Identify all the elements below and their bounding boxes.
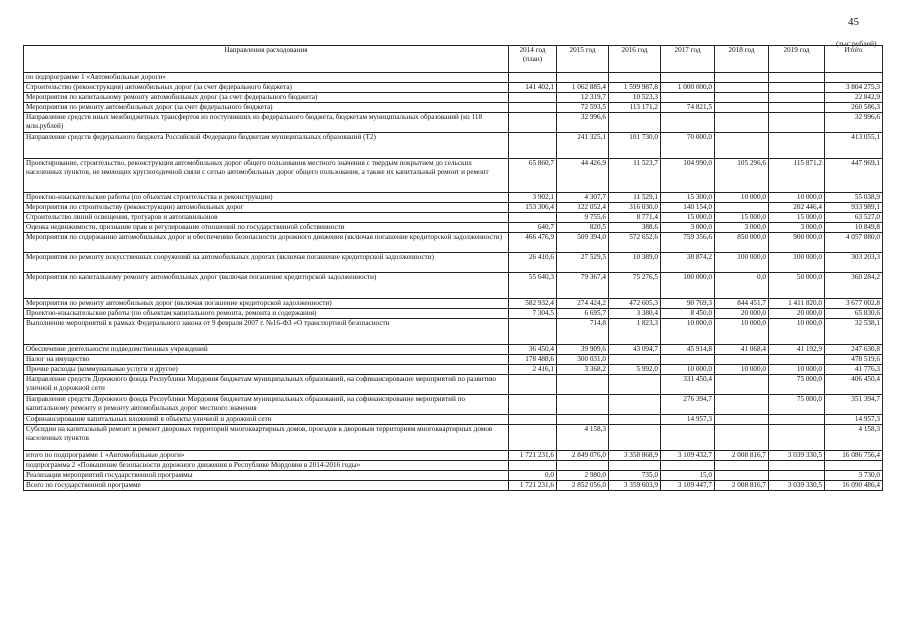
row-value: 820,5	[557, 223, 609, 233]
row-value: 75 000,0	[769, 375, 825, 395]
table-row	[24, 375, 883, 395]
row-value: 10 389,0	[609, 253, 661, 273]
row-value: 3 804 275,3	[825, 83, 883, 93]
row-value: 3 730,0	[825, 471, 883, 481]
row-value: 65 830,6	[825, 309, 883, 319]
row-value: 3 000,0	[661, 223, 715, 233]
row-value: 115 871,2	[769, 159, 825, 193]
row-value	[509, 375, 557, 395]
row-value: 20 000,0	[769, 309, 825, 319]
row-label: Реализация мероприятий государственной программы	[24, 471, 509, 481]
row-value: 10 000,0	[769, 193, 825, 203]
row-value: 41 776,3	[825, 365, 883, 375]
row-value	[715, 73, 769, 83]
row-value: 3 109 432,7	[661, 451, 715, 461]
table-row	[24, 481, 883, 491]
row-label: Субсидии на капитальный ремонт и ремонт дворовых территорий многоквартирных домов, проездов к дворовым территориям многоквартирных домов населенных пунктов	[24, 425, 509, 451]
row-value	[825, 73, 883, 83]
row-value	[769, 103, 825, 113]
row-value: 5 992,0	[609, 365, 661, 375]
table-row	[24, 83, 883, 93]
row-value: 32 996,6	[825, 113, 883, 133]
column-header: 2019 год	[769, 46, 825, 73]
row-value: 844 451,7	[715, 299, 769, 309]
row-value: 50 000,0	[769, 273, 825, 299]
row-label: Мероприятия по капитальному ремонту автомобильных дорог (за счет федерального бюджета)	[24, 93, 509, 103]
row-value: 1 411 820,0	[769, 299, 825, 309]
row-value: 388,6	[609, 223, 661, 233]
row-label: Софинансирование капитальных вложений в объекты уличной и дорожной сети	[24, 415, 509, 425]
row-value: 1 062 885,4	[557, 83, 609, 93]
row-value: 39 909,6	[557, 345, 609, 355]
row-value	[661, 73, 715, 83]
row-label: по подпрограмме 1 «Автомобильные дороги»	[24, 73, 509, 83]
row-value: 413 055,1	[825, 133, 883, 159]
row-value	[769, 471, 825, 481]
row-value	[661, 425, 715, 451]
row-value: 3 000,0	[715, 223, 769, 233]
row-value	[509, 103, 557, 113]
row-value	[557, 461, 609, 471]
row-label: Обеспечение деятельности подведомственных учреждений	[24, 345, 509, 355]
column-header: 2016 год	[609, 46, 661, 73]
row-label: Мероприятия по строительству (реконструкции) автомобильных дорог	[24, 203, 509, 213]
row-value	[509, 73, 557, 83]
row-value: 3 902,1	[509, 193, 557, 203]
row-value: 509 394,0	[557, 233, 609, 253]
row-value: 2 852 056,0	[557, 481, 609, 491]
row-value: 640,7	[509, 223, 557, 233]
row-label: Проектно-изыскательские работы (по объектам строительства и реконструкции)	[24, 193, 509, 203]
row-label: Направление средств Дорожного фонда Республики Мордовия бюджетам муниципальных образований, на софинансирование мероприятий по развитию уличной и дорожной сети	[24, 375, 509, 395]
row-value: 3 000,0	[769, 223, 825, 233]
column-header: 2017 год	[661, 46, 715, 73]
row-value: 10 000,0	[769, 319, 825, 345]
row-label: Оценка недвижимости, признание прав и регулирование отношений по государственной собственности	[24, 223, 509, 233]
row-value: 32 996,6	[557, 113, 609, 133]
row-value	[715, 471, 769, 481]
row-value: 3 380,4	[609, 309, 661, 319]
row-value: 2 980,0	[557, 471, 609, 481]
row-value: 1 599 987,8	[609, 83, 661, 93]
row-value	[715, 133, 769, 159]
row-value: 0,0	[509, 471, 557, 481]
row-value: 32 538,1	[825, 319, 883, 345]
row-value: 360 284,2	[825, 273, 883, 299]
column-header: 2015 год	[557, 46, 609, 73]
table-row	[24, 223, 883, 233]
row-value: 22 842,9	[825, 93, 883, 103]
table-row	[24, 93, 883, 103]
row-value: 247 630,8	[825, 345, 883, 355]
table-row	[24, 471, 883, 481]
row-label: Мероприятия по ремонту автомобильных дорог (включая погашение кредиторской задолженности)	[24, 299, 509, 309]
row-value	[769, 73, 825, 83]
row-value: 572 652,6	[609, 233, 661, 253]
row-value: 3 677 002,8	[825, 299, 883, 309]
row-value: 41 192,9	[769, 345, 825, 355]
row-value: 241 325,1	[557, 133, 609, 159]
table-row	[24, 395, 883, 415]
row-value	[769, 355, 825, 365]
row-value	[609, 425, 661, 451]
row-value: 41 068,4	[715, 345, 769, 355]
row-value: 10 000,0	[661, 365, 715, 375]
row-value: 15,0	[661, 471, 715, 481]
row-value: 2 008 816,7	[715, 451, 769, 461]
row-value: 260 586,3	[825, 103, 883, 113]
row-value: 10 000,0	[715, 193, 769, 203]
row-value	[715, 395, 769, 415]
row-value	[609, 395, 661, 415]
row-label: подпрограмма 2 «Повышение безопасности дорожного движения в Республике Мордовия в 2014-2016 годы»	[24, 461, 509, 471]
row-label: Мероприятия по содержанию автомобильных дорог и обеспечению безопасности дорожного движения (включая погашение кредиторской задолженности)	[24, 233, 509, 253]
row-value: 74 821,5	[661, 103, 715, 113]
column-header: 2018 год	[715, 46, 769, 73]
row-value: 9 755,6	[557, 213, 609, 223]
row-value: 101 730,0	[609, 133, 661, 159]
row-value: 447 969,1	[825, 159, 883, 193]
row-value: 75 000,0	[769, 395, 825, 415]
row-value	[715, 375, 769, 395]
column-header: Направления расходования	[24, 46, 509, 73]
row-value: 2 849 076,0	[557, 451, 609, 461]
row-value: 10 000,0	[661, 319, 715, 345]
row-value: 140 154,0	[661, 203, 715, 213]
row-value: 3 109 447,7	[661, 481, 715, 491]
units-note: (тыс.рублей)	[836, 39, 877, 48]
row-value: 15 300,0	[661, 193, 715, 203]
row-value: 4 158,3	[825, 425, 883, 451]
row-value: 3 368,2	[557, 365, 609, 375]
row-value: 351 394,7	[825, 395, 883, 415]
row-value: 12 319,7	[557, 93, 609, 103]
table-body	[24, 73, 883, 491]
row-value: 582 932,4	[509, 299, 557, 309]
row-value: 72 593,5	[557, 103, 609, 113]
table-row	[24, 193, 883, 203]
row-value: 15 000,0	[661, 213, 715, 223]
row-value: 38 874,2	[661, 253, 715, 273]
table-row	[24, 365, 883, 375]
row-value: 153 306,4	[509, 203, 557, 213]
table-row	[24, 415, 883, 425]
row-value: 478 519,6	[825, 355, 883, 365]
row-value	[769, 461, 825, 471]
row-value	[509, 133, 557, 159]
row-value: 466 476,9	[509, 233, 557, 253]
table-row	[24, 159, 883, 193]
table-row	[24, 273, 883, 299]
table-row	[24, 299, 883, 309]
row-value: 27 529,5	[557, 253, 609, 273]
row-value	[509, 213, 557, 223]
row-value: 63 527,0	[825, 213, 883, 223]
row-value: 276 394,7	[661, 395, 715, 415]
row-value	[715, 113, 769, 133]
row-value	[661, 461, 715, 471]
table-row	[24, 461, 883, 471]
table-row	[24, 213, 883, 223]
row-value: 16 086 756,4	[825, 451, 883, 461]
row-label: Мероприятия по капитальному ремонту автомобильных дорог (включая погашение кредиторской задолженности)	[24, 273, 509, 299]
row-value	[609, 375, 661, 395]
row-value: 900 000,0	[769, 233, 825, 253]
row-label: Выполнение мероприятий в рамках Федерального закона от 9 февраля 2007 г. №16-ФЗ «О транспортной безопасности	[24, 319, 509, 345]
row-value	[509, 461, 557, 471]
row-value: 8 771,4	[609, 213, 661, 223]
row-label: Мероприятия по ремонту искусственных сооружений на автомобильных дорогах (включая погашение кредиторской задолженности)	[24, 253, 509, 273]
row-value	[609, 461, 661, 471]
row-value	[557, 415, 609, 425]
row-value: 178 488,6	[509, 355, 557, 365]
row-value: 36 450,4	[509, 345, 557, 355]
row-value: 122 052,4	[557, 203, 609, 213]
row-value: 6 695,7	[557, 309, 609, 319]
row-value: 1 721 231,6	[509, 451, 557, 461]
row-value: 10 523,3	[609, 93, 661, 103]
row-value: 7 304,5	[509, 309, 557, 319]
row-label: Мероприятия по ремонту автомобильных дорог (за счет федерального бюджета)	[24, 103, 509, 113]
row-value: 3 039 330,5	[769, 481, 825, 491]
row-value: 303 203,3	[825, 253, 883, 273]
row-value: 65 860,7	[509, 159, 557, 193]
row-value: 55 640,3	[509, 273, 557, 299]
table-row	[24, 253, 883, 273]
row-value: 14 957,3	[661, 415, 715, 425]
row-value: 1 000 000,0	[661, 83, 715, 93]
row-value: 331 450,4	[661, 375, 715, 395]
row-value: 0,0	[715, 273, 769, 299]
row-value: 105 296,6	[715, 159, 769, 193]
row-value: 2 008 816,7	[715, 481, 769, 491]
row-value	[509, 319, 557, 345]
row-label: Проектно-изыскательские работы (по объектам капитального ремонта, ремонта и содержания)	[24, 309, 509, 319]
row-value: 100 000,0	[715, 253, 769, 273]
row-label: итого по подпрограмме 1 «Автомобильные дороги»	[24, 451, 509, 461]
row-label: Прочие расходы (коммунальные услуги и другое)	[24, 365, 509, 375]
column-header: 2014 год (план)	[509, 46, 557, 73]
row-value: 4 307,7	[557, 193, 609, 203]
row-value	[609, 355, 661, 365]
row-value: 10 000,0	[769, 365, 825, 375]
row-value: 10 000,0	[715, 319, 769, 345]
row-value: 472 605,3	[609, 299, 661, 309]
row-value: 300 031,0	[557, 355, 609, 365]
row-value	[715, 415, 769, 425]
table-row	[24, 309, 883, 319]
row-value: 43 094,7	[609, 345, 661, 355]
row-value: 15 000,0	[769, 213, 825, 223]
row-value	[609, 73, 661, 83]
row-value	[609, 113, 661, 133]
row-value: 90 769,3	[661, 299, 715, 309]
row-value: 3 039 330,5	[769, 451, 825, 461]
row-value: 79 367,4	[557, 273, 609, 299]
row-value: 113 171,2	[609, 103, 661, 113]
row-value	[769, 133, 825, 159]
row-value: 15 000,0	[715, 213, 769, 223]
row-value: 202 446,4	[769, 203, 825, 213]
row-value: 55 038,9	[825, 193, 883, 203]
row-value: 100 000,0	[769, 253, 825, 273]
row-value	[769, 113, 825, 133]
row-label: Направление средств Дорожного фонда Республики Мордовия бюджетам муниципальных образований, на софинансирование мероприятий по капитальному ремонту и ремонту автомобильных дорог местного значения	[24, 395, 509, 415]
row-value: 1 823,3	[609, 319, 661, 345]
row-value: 316 030,0	[609, 203, 661, 213]
row-value	[509, 395, 557, 415]
row-label: Всего по государственной программе	[24, 481, 509, 491]
header-row	[24, 46, 883, 73]
page-number: 45	[848, 16, 859, 28]
column-header: Итого	[825, 46, 883, 73]
table-row	[24, 451, 883, 461]
row-value	[715, 425, 769, 451]
row-value: 100 000,0	[661, 273, 715, 299]
row-value	[557, 375, 609, 395]
budget-table	[23, 45, 883, 491]
row-value: 8 450,0	[661, 309, 715, 319]
row-value	[509, 415, 557, 425]
row-value	[509, 113, 557, 133]
row-value	[661, 93, 715, 103]
row-value	[557, 73, 609, 83]
row-value: 735,0	[609, 471, 661, 481]
row-value	[609, 415, 661, 425]
row-value: 4 057 880,0	[825, 233, 883, 253]
row-value	[769, 425, 825, 451]
table-row	[24, 425, 883, 451]
row-value	[661, 113, 715, 133]
row-value: 3 359 603,9	[609, 481, 661, 491]
row-label: Налог на имущество	[24, 355, 509, 365]
row-value: 406 450,4	[825, 375, 883, 395]
row-value: 20 000,0	[715, 309, 769, 319]
row-value	[825, 461, 883, 471]
row-value: 70 000,0	[661, 133, 715, 159]
row-value: 850 000,0	[715, 233, 769, 253]
row-value: 11 529,1	[609, 193, 661, 203]
table-row	[24, 233, 883, 253]
row-value: 10 849,8	[825, 223, 883, 233]
row-value	[715, 93, 769, 103]
row-value: 26 410,6	[509, 253, 557, 273]
table-row	[24, 133, 883, 159]
row-value	[715, 103, 769, 113]
row-value: 44 426,9	[557, 159, 609, 193]
table-row	[24, 73, 883, 83]
table-row	[24, 203, 883, 213]
row-label: Направление средств федерального бюджета Российской Федерации бюджетам муниципальных образований (Т2)	[24, 133, 509, 159]
table-row	[24, 103, 883, 113]
row-value: 3 358 868,9	[609, 451, 661, 461]
row-label: Строительство (реконструкция) автомобильных дорог (за счет федерального бюджета)	[24, 83, 509, 93]
row-value: 16 090 486,4	[825, 481, 883, 491]
table-row	[24, 319, 883, 345]
row-value: 759 356,6	[661, 233, 715, 253]
row-value: 2 416,1	[509, 365, 557, 375]
row-label: Направление средств иных межбюджетных трансфертов из поступивших из федерального бюджета, бюджетам муниципальных образований (из 118 млн.рублей)	[24, 113, 509, 133]
row-value: 14 957,3	[825, 415, 883, 425]
row-value: 45 914,8	[661, 345, 715, 355]
table-row	[24, 345, 883, 355]
row-value	[557, 395, 609, 415]
row-value: 274 424,2	[557, 299, 609, 309]
row-value: 4 158,3	[557, 425, 609, 451]
row-value	[661, 355, 715, 365]
row-value	[509, 93, 557, 103]
row-value: 1 721 231,6	[509, 481, 557, 491]
table-row	[24, 355, 883, 365]
row-value	[769, 415, 825, 425]
row-value: 104 990,0	[661, 159, 715, 193]
table-row	[24, 113, 883, 133]
row-value: 11 523,7	[609, 159, 661, 193]
row-value	[715, 355, 769, 365]
row-value	[715, 461, 769, 471]
row-value	[769, 83, 825, 93]
row-value: 10 000,0	[715, 365, 769, 375]
row-value: 75 276,5	[609, 273, 661, 299]
row-value	[715, 203, 769, 213]
row-label: Строительство линий освещения, тротуаров и автопавильонов	[24, 213, 509, 223]
row-value: 933 989,1	[825, 203, 883, 213]
row-value	[715, 83, 769, 93]
row-value	[509, 425, 557, 451]
row-value: 714,8	[557, 319, 609, 345]
row-value: 141 402,1	[509, 83, 557, 93]
row-label: Проектирование, строительство, реконструкция автомобильных дорог общего пользования местного значения с твердым покрытием до сельских населенных пунктов, не имеющих круглогодичной связи с сетью автомобильных дорог общего пользования, а также их капитальный ремонт и ремонт	[24, 159, 509, 193]
row-value	[769, 93, 825, 103]
